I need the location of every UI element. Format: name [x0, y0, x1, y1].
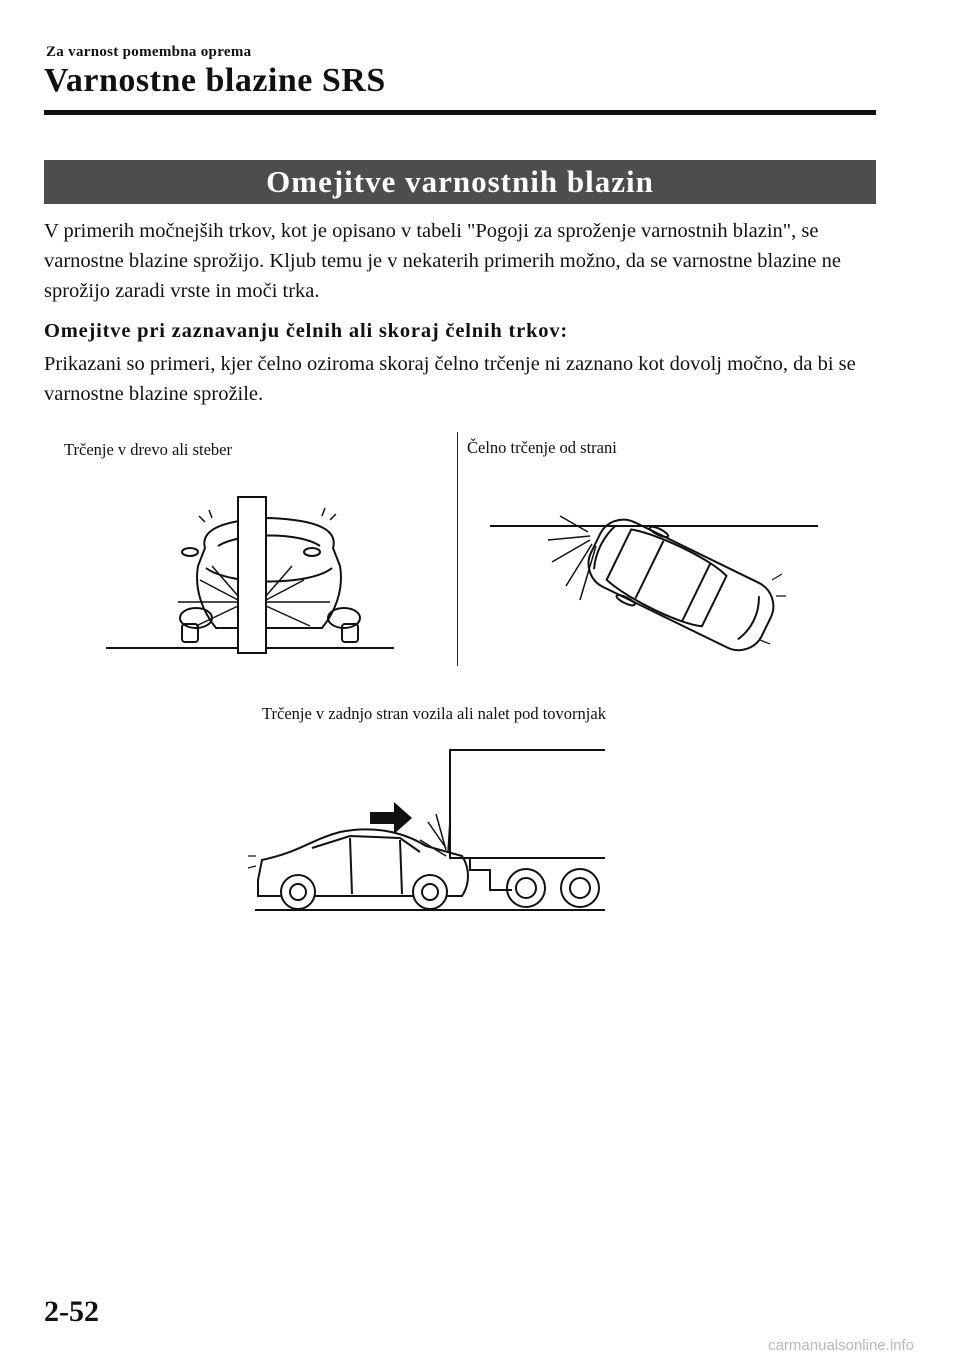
car-front-wheel: [413, 875, 447, 909]
page-number: 2-52: [44, 1295, 99, 1328]
car-side-body: [258, 829, 468, 896]
title-rule: [44, 110, 876, 115]
caption-tree-or-pole: Trčenje v drevo ali steber: [64, 440, 233, 459]
caption-under-truck: Trčenje v zadnjo stran vozila ali nalet pod tovornjak: [262, 704, 606, 723]
caption-side-frontal: Čelno trčenje od strani: [467, 438, 617, 457]
left-headlight: [180, 608, 212, 628]
car-rear-wheel: [281, 875, 315, 909]
car-top-view: [578, 506, 785, 663]
topic-banner-title: Omejitve varnostnih blazin: [266, 164, 654, 199]
intro-paragraph: V primerih močnejših trkov, kot je opisano v tabeli "Pogoji za sproženje varnostnih blazin", se varnostne blazine sprožijo. Kljub temu je v nekaterih primerih možno, da se varnostne blazine ne sprožijo zaradi vrste in moči trka.: [44, 220, 841, 302]
topic-banner: [44, 160, 876, 204]
car-windshield-base: [218, 536, 320, 547]
frontal-subheading: Omejitve pri zaznavanju čelnih ali skoraj čelnih trkov:: [44, 320, 568, 342]
watermark: carmanualsonline.info: [768, 1337, 914, 1354]
left-tire: [182, 624, 198, 642]
car-front-body: [197, 518, 341, 628]
illustration-divider: [457, 432, 458, 666]
truck-wheel-2: [561, 869, 599, 907]
truck-wheel-1: [507, 869, 545, 907]
right-tire: [342, 624, 358, 642]
frontal-paragraph: Prikazani so primeri, kjer čelno oziroma skoraj čelno trčenje ni zaznano kot dovolj močno, da bi se varnostne blazine sprožile.: [44, 353, 856, 405]
truck-box: [450, 750, 605, 858]
right-headlight: [328, 608, 360, 628]
section-title: Varnostne blazine SRS: [44, 62, 386, 99]
chapter-kicker: Za varnost pomembna oprema: [46, 44, 252, 60]
pole: [238, 497, 266, 653]
arrow-right-icon: [370, 802, 412, 834]
